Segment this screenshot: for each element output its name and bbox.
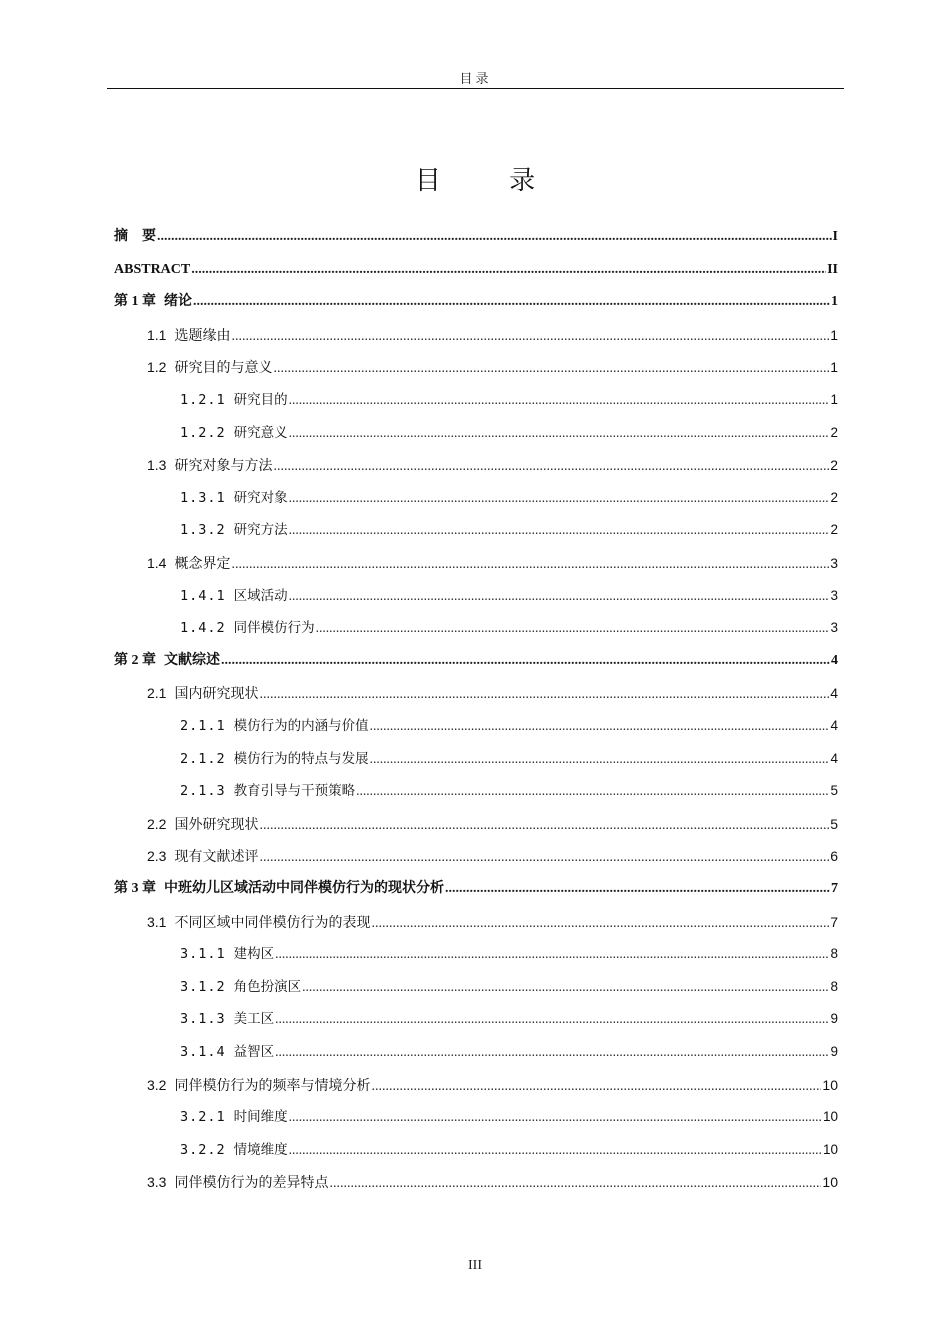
toc-entry-number: 1.3.2 xyxy=(180,522,226,539)
toc-entry-number: 2.1.1 xyxy=(180,718,226,734)
toc-entry-number: 1.4.1 xyxy=(180,587,226,604)
toc-entry[interactable] xyxy=(114,878,838,900)
toc-entry[interactable] xyxy=(114,1074,838,1096)
toc-entry-page: 2 xyxy=(830,424,838,440)
toc-dot-leader xyxy=(370,748,830,770)
toc-entry-number: 1.3 xyxy=(147,457,167,474)
toc-entry-page: 9 xyxy=(830,1044,838,1059)
toc-dot-leader xyxy=(157,226,832,248)
toc-entry-title: 中班幼儿区域活动中同伴模仿行为的现状分析 xyxy=(164,881,444,896)
toc-entry-page: 8 xyxy=(830,946,838,962)
toc-entry[interactable] xyxy=(114,356,838,378)
toc-entry[interactable] xyxy=(114,715,838,737)
page-number: III xyxy=(468,1258,482,1273)
toc-entry[interactable] xyxy=(114,943,838,965)
toc-entry-number: 1.2 xyxy=(147,359,167,376)
toc-dot-leader xyxy=(221,650,830,672)
toc-dot-leader xyxy=(356,780,829,802)
toc-entry-title: 教育引导与干预策略 xyxy=(233,783,356,800)
toc-dot-leader xyxy=(191,259,826,281)
toc-entry-title: 概念界定 xyxy=(174,555,231,571)
toc-entry-title: 研究目的 xyxy=(233,392,288,408)
toc-entry-title: 时间维度 xyxy=(233,1109,288,1126)
toc-dot-leader xyxy=(193,291,830,313)
toc-entry-number: 第 1 章 xyxy=(114,294,156,310)
toc-entry-title: 角色扮演区 xyxy=(233,978,302,995)
toc-dot-leader xyxy=(371,913,829,935)
toc-entry-title: 模仿行为的内涵与价值 xyxy=(233,718,369,734)
toc-entry-page: 1 xyxy=(830,392,838,407)
toc-entry-number: 第 2 章 xyxy=(114,652,156,668)
toc-entry-page: 9 xyxy=(830,1011,838,1027)
toc-entry-page: 6 xyxy=(830,848,838,865)
toc-entry-page: 4 xyxy=(830,750,838,766)
toc-dot-leader xyxy=(275,1008,829,1030)
toc-entry[interactable] xyxy=(114,552,838,574)
toc-entry[interactable] xyxy=(114,519,838,541)
toc-entry-title: ABSTRACT xyxy=(114,261,191,277)
toc-entry-page: 8 xyxy=(830,978,838,994)
toc-entry-title: 情境维度 xyxy=(233,1141,288,1158)
toc-entry-page: 1 xyxy=(830,359,838,376)
toc-dot-leader xyxy=(289,487,830,509)
toc-entry-page: 10 xyxy=(822,1174,838,1191)
toc-entry-page: 10 xyxy=(822,1141,838,1157)
toc-entry-number: 2.1.3 xyxy=(180,783,226,800)
toc-entry-number: 2.3 xyxy=(147,848,167,865)
toc-entry[interactable] xyxy=(114,291,838,313)
toc-entry-number: 1.3.1 xyxy=(180,489,226,506)
toc-entry[interactable] xyxy=(114,780,838,802)
toc-entry[interactable] xyxy=(114,1139,838,1161)
toc-dot-leader xyxy=(275,1041,829,1063)
toc-entry-page: 3 xyxy=(830,587,838,603)
toc-dot-leader xyxy=(259,847,829,869)
toc-entry[interactable] xyxy=(114,617,838,639)
toc-entry-page: 3 xyxy=(830,620,838,636)
toc-entry-title: 国外研究现状 xyxy=(174,815,259,832)
toc-entry-number: 1.4.2 xyxy=(180,620,226,637)
toc-entry-title: 研究目的与意义 xyxy=(174,359,273,376)
header-rule xyxy=(107,88,844,89)
toc-dot-leader xyxy=(289,585,830,607)
toc-entry-title: 文献综述 xyxy=(164,652,220,668)
toc-entry-number: 2.1 xyxy=(147,685,167,702)
toc-entry-page: 10 xyxy=(822,1109,838,1125)
toc-entry-page: 3 xyxy=(830,555,838,571)
toc-entry[interactable] xyxy=(114,1008,838,1030)
toc-dot-leader xyxy=(370,715,830,737)
toc-entry-page: 4 xyxy=(830,718,838,733)
toc-entry-page: 4 xyxy=(831,652,838,668)
toc-dot-leader xyxy=(273,456,829,478)
toc-entry-page: 7 xyxy=(831,881,838,896)
toc-entry-page: II xyxy=(827,261,838,277)
toc-entry-title: 摘 要 xyxy=(114,229,156,244)
toc-entry[interactable] xyxy=(114,1171,838,1193)
toc-entry-title: 国内研究现状 xyxy=(174,685,259,702)
toc-dot-leader xyxy=(289,1139,822,1161)
toc-entry-page: 1 xyxy=(830,326,838,343)
toc-entry-number: 1.1 xyxy=(147,326,167,343)
toc-entry[interactable] xyxy=(114,1041,838,1063)
toc-entry[interactable] xyxy=(114,682,838,704)
toc-dot-leader xyxy=(289,389,830,411)
toc-entry-title: 同伴模仿行为的差异特点 xyxy=(174,1174,329,1191)
toc-entry-number: 3.1.2 xyxy=(180,978,226,995)
toc-entry[interactable] xyxy=(114,454,838,476)
toc-entry-number: 3.2.1 xyxy=(180,1109,226,1126)
toc-entry-page: 4 xyxy=(830,685,838,702)
toc-entry-number: 3.1.1 xyxy=(180,946,226,963)
toc-entry[interactable] xyxy=(114,813,838,835)
toc-entry-title: 研究方法 xyxy=(233,522,288,539)
toc-entry-title: 建构区 xyxy=(233,946,275,963)
toc-entry-number: 2.1.2 xyxy=(180,750,226,767)
toc-dot-leader xyxy=(289,1106,822,1128)
toc-entry-title: 模仿行为的特点与发展 xyxy=(233,750,369,767)
toc-dot-leader xyxy=(231,326,829,348)
toc-entry-number: 3.1 xyxy=(147,913,167,930)
toc-entry[interactable] xyxy=(114,389,838,411)
toc-entry[interactable] xyxy=(114,487,838,509)
toc-entry-title: 不同区域中同伴模仿行为的表现 xyxy=(174,913,371,930)
toc-entry-title: 现有文献述评 xyxy=(174,848,259,865)
toc-dot-leader xyxy=(289,422,830,444)
toc-entry-title: 益智区 xyxy=(233,1044,275,1060)
toc-entry-number: 3.2 xyxy=(147,1076,167,1093)
toc-dot-leader xyxy=(275,943,829,965)
toc-entry-page: 1 xyxy=(831,294,838,310)
toc-entry-title: 同伴模仿行为 xyxy=(233,620,315,637)
toc-entry-number: 3.2.2 xyxy=(180,1141,226,1158)
toc-dot-leader xyxy=(329,1173,821,1195)
toc-entry-page: 2 xyxy=(830,457,838,474)
toc-dot-leader xyxy=(371,1076,821,1098)
toc-entry-number: 第 3 章 xyxy=(114,881,156,896)
toc-entry-title: 选题缘由 xyxy=(174,326,231,343)
toc-entry-title: 区域活动 xyxy=(233,587,288,604)
page-title: 目 录 xyxy=(414,166,566,196)
toc-dot-leader xyxy=(259,684,829,706)
toc-entry-page: I xyxy=(832,229,838,244)
toc-entry-title: 研究意义 xyxy=(233,424,288,441)
toc-entry-page: 5 xyxy=(830,815,838,832)
toc-entry[interactable] xyxy=(114,911,838,933)
toc-entry-number: 1.4 xyxy=(147,555,167,571)
toc-entry[interactable] xyxy=(114,1106,838,1128)
toc-entry-number: 3.3 xyxy=(147,1174,167,1191)
toc-entry-page: 7 xyxy=(830,913,838,930)
toc-dot-leader xyxy=(302,976,829,998)
toc-entry-number: 1.2.2 xyxy=(180,424,226,441)
toc-entry-title: 研究对象与方法 xyxy=(174,457,273,474)
toc-entry-number: 3.1.4 xyxy=(180,1044,226,1060)
toc-entry[interactable] xyxy=(114,259,838,281)
toc-entry-title: 绪论 xyxy=(164,294,192,310)
toc-entry-number: 1.2.1 xyxy=(180,392,226,408)
toc-entry-title: 同伴模仿行为的频率与情境分析 xyxy=(174,1076,371,1093)
toc-entry[interactable] xyxy=(114,845,838,867)
toc-entry-page: 5 xyxy=(830,783,838,799)
toc-entry-page: 10 xyxy=(822,1076,838,1093)
toc-dot-leader xyxy=(316,617,830,639)
toc-dot-leader xyxy=(289,519,830,541)
toc-entry[interactable] xyxy=(114,748,838,770)
toc-entry-title: 研究对象 xyxy=(233,489,288,506)
toc-dot-leader xyxy=(445,878,830,900)
toc-dot-leader xyxy=(259,815,829,837)
toc-entry-page: 2 xyxy=(830,522,838,538)
toc-entry[interactable] xyxy=(114,324,838,346)
toc-dot-leader xyxy=(231,554,829,576)
toc-entry[interactable] xyxy=(114,976,838,998)
toc-entry-page: 2 xyxy=(830,489,838,505)
toc-dot-leader xyxy=(273,358,829,380)
toc-entry-number: 2.2 xyxy=(147,815,167,832)
toc-entry-number: 3.1.3 xyxy=(180,1011,226,1028)
toc-entry[interactable] xyxy=(114,422,838,444)
toc-entry-title: 美工区 xyxy=(233,1011,275,1028)
toc-entry[interactable] xyxy=(114,650,838,672)
toc-entry[interactable] xyxy=(114,226,838,248)
running-header: 目录 xyxy=(459,71,492,86)
toc-entry[interactable] xyxy=(114,585,838,607)
